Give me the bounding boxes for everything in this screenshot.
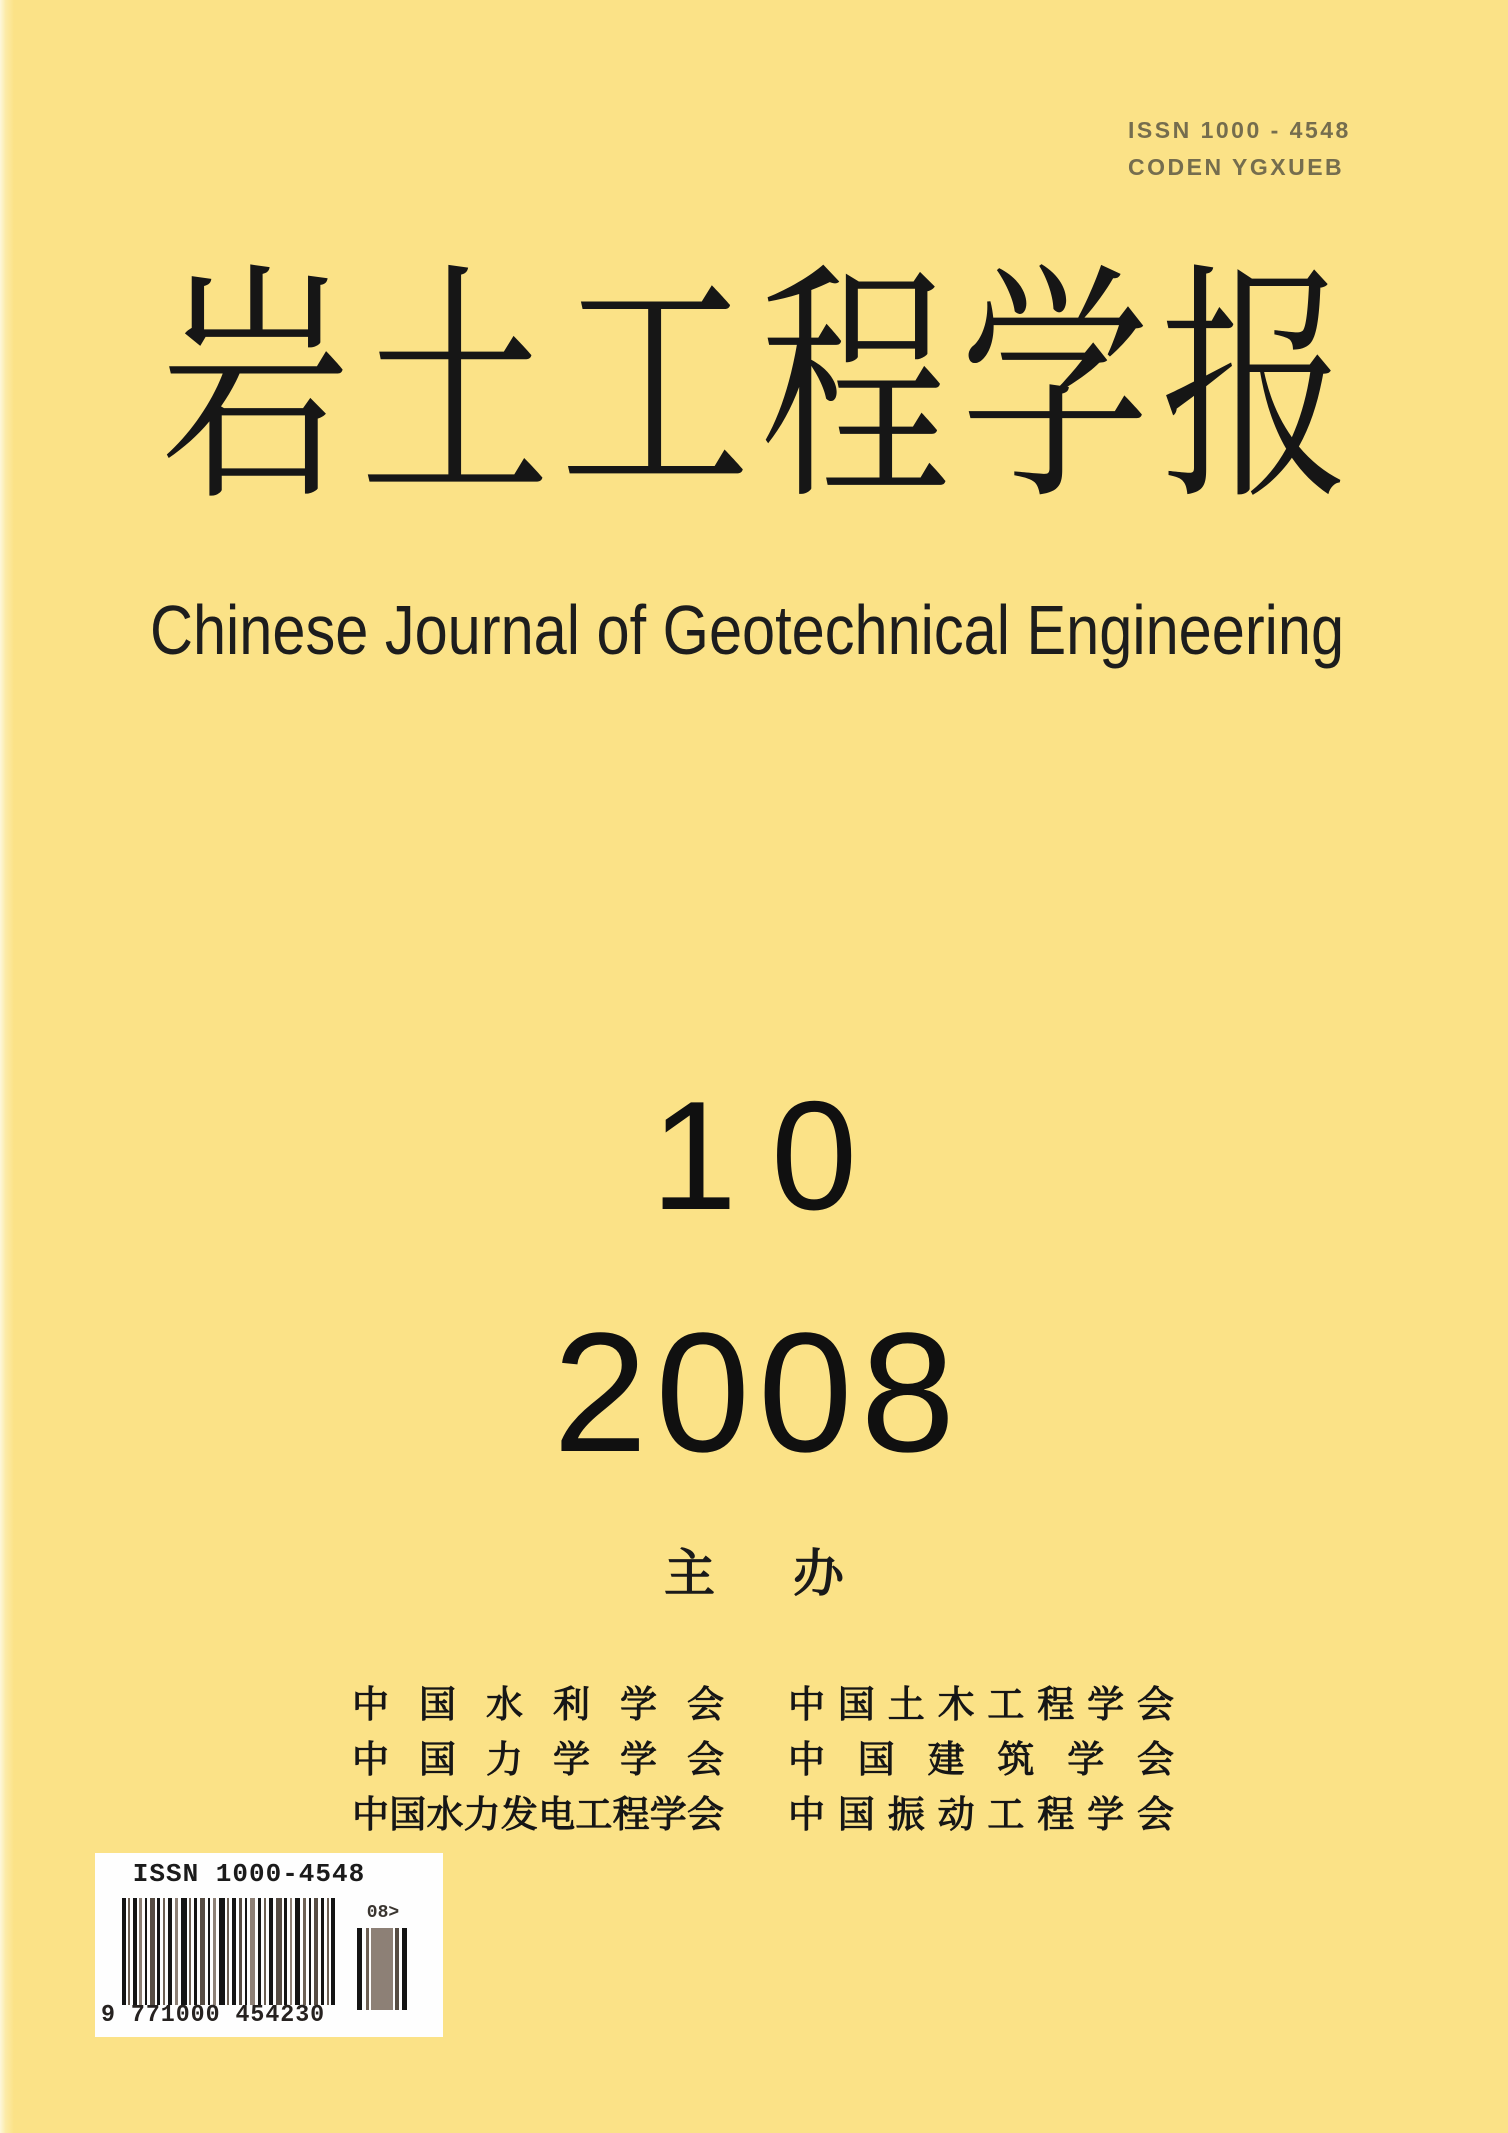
journal-title-chinese-text: 岩土工程学报 (160, 252, 1361, 531)
journal-title-english (150, 588, 1508, 672)
left-edge-highlight (0, 0, 14, 2133)
sponsor-heading (0, 1543, 1508, 1604)
issn-text: ISSN 1000 - 4548 (1128, 117, 1351, 143)
ean-barcode-icon (122, 1898, 335, 2005)
sponsor-heading-text: 主办 (663, 1545, 922, 1602)
journal-title-chinese (160, 252, 1361, 531)
sponsor-row (352, 1794, 1174, 1835)
barcode-digits: 9 771000 454230 (101, 2002, 326, 2029)
sponsor-org: 中国水利学会 (352, 1684, 724, 1725)
barcode-addon-label: 08> (366, 1903, 400, 1923)
addon-barcode-icon (357, 1928, 409, 2010)
sponsor-org: 中国力学学会 (352, 1739, 724, 1780)
sponsor-row (352, 1684, 1174, 1725)
coden-text: CODEN YGXUEB (1128, 154, 1345, 180)
issue-year (0, 1298, 1508, 1488)
journal-title-english-text: Chinese Journal of Geotechnical Engineering (150, 591, 1345, 669)
sponsor-org: 中国振动工程学会 (788, 1794, 1174, 1835)
sponsor-org: 中国建筑学会 (788, 1739, 1174, 1780)
issn-header (1128, 112, 1351, 186)
sponsor-list (352, 1684, 1174, 1849)
sponsor-org: 中国水力发电工程学会 (352, 1794, 724, 1835)
issue-number (0, 1069, 1508, 1242)
barcode-issn-label: ISSN 1000-4548 (132, 1859, 366, 1889)
sponsor-row (352, 1739, 1174, 1780)
barcode-panel (95, 1853, 443, 2037)
issue-year-text: 2008 (552, 1298, 964, 1488)
issue-number-text: 10 (650, 1069, 892, 1242)
sponsor-org: 中国土木工程学会 (788, 1684, 1174, 1725)
